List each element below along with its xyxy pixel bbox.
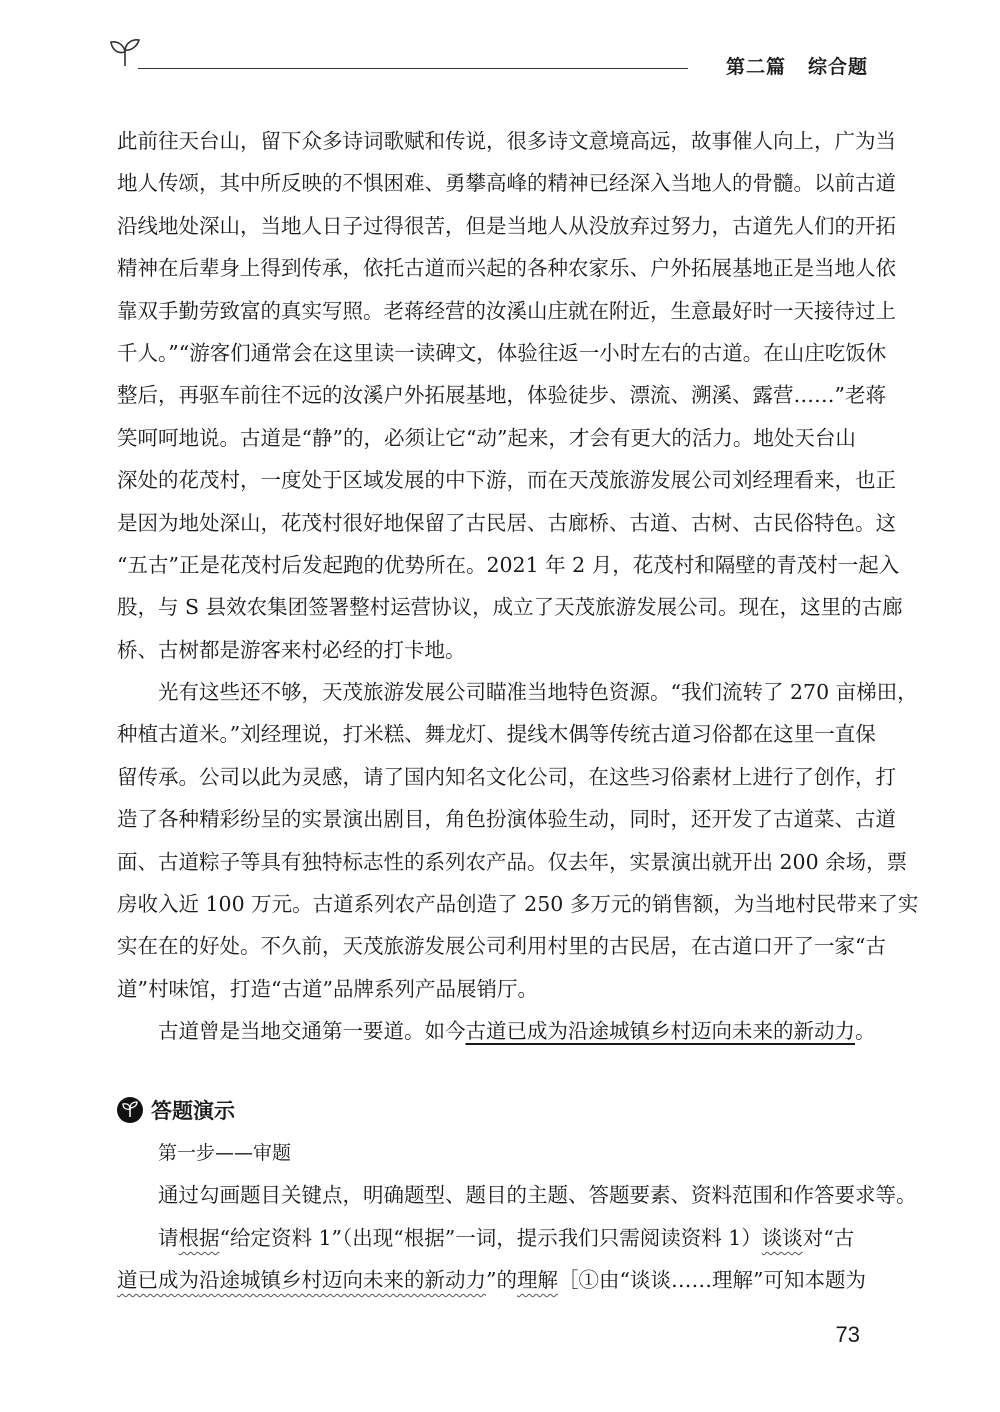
text-line: 留传承。公司以此为灵感，请了国内知名文化公司，在这些习俗素材上进行了创作，打 (117, 764, 896, 789)
header-rule (138, 68, 688, 69)
q-text: ”的 (486, 1268, 517, 1293)
header-section: 综合题 (807, 56, 868, 78)
q-note: ［①由“谈谈……理解”可知本题为 (557, 1268, 866, 1293)
key-phrase: 古道已成为沿途城镇乡村迈向未来的新动力 (465, 1019, 855, 1044)
text-line: 面、古道粽子等具有独特标志性的系列农产品。仅去年，实景演出就开出 200 余场，票 (117, 849, 908, 874)
text-line: 造了各种精彩纷呈的实景演出剧目，角色扮演体验生动，同时，还开发了古道菜、古道 (117, 807, 896, 832)
q-keyword: 道已成为 (117, 1268, 199, 1293)
text-line: 道”村味馆，打造“古道”品牌系列产品展销厅。 (117, 976, 538, 1001)
text-line: “五古”正是花茂村后发起跑的优势所在。2021 年 2 月，花茂村和隔壁的青茂村一起入 (117, 552, 900, 577)
q-note: （出现“根据”一词，提示我们只需阅读资料 1） (342, 1225, 762, 1250)
page-header (108, 30, 868, 80)
text-line: 股，与 S 县效农集团签署整村运营协议，成立了天茂旅游发展公司。现在，这里的古廊 (117, 595, 903, 620)
text-line: 深处的花茂村，一度处于区域发展的中下游，而在天茂旅游发展公司刘经理看来，也正 (117, 468, 896, 493)
paragraphs (117, 120, 919, 1010)
text-line: 千人。”“游客们通常会在这里读一读碑文，体验往返一小时左右的古道。在山庄吃饭休 (117, 340, 887, 365)
text-line: 是因为地处深山，花茂村很好地保留了古民居、古廊桥、古道、古树、古民俗特色。这 (117, 510, 896, 535)
text-line: 靠双手勤劳致富的真实写照。老蒋经营的汝溪山庄就在附近，生意最好时一天接待过上 (117, 298, 896, 323)
text-line: 种植古道米。”刘经理说，打米糕、舞龙灯、提线木偶等传统古道习俗都在这里一直保 (117, 722, 876, 747)
leaf-badge-icon (117, 1097, 143, 1123)
header-title (704, 52, 868, 79)
text-line: 此前往天台山，留下众多诗词歌赋和传说，很多诗文意境高远，故事催人向上，广为当 (117, 129, 896, 153)
question-line-2 (117, 1259, 866, 1301)
q-keyword: 谈谈 (761, 1225, 803, 1250)
text-line: 光有这些还不够，天茂旅游发展公司瞄准当地特色资源。“我们流转了 270 亩梯田， (158, 680, 918, 705)
text-line: 实在在的好处。不久前，天茂旅游发展公司利用村里的古民居，在古道口开了一家“古 (117, 934, 886, 959)
text-line: 房收入近 100 万元。古道系列农产品创造了 250 多万元的销售额，为当地村民带来了实 (117, 892, 919, 917)
text-line: 精神在后辈身上得到传承，依托古道而兴起的各种农家乐、户外拓展基地正是当地人依 (117, 256, 896, 281)
q-keyword: 理解 (516, 1268, 558, 1293)
answer-demo-heading (117, 1090, 235, 1130)
last-paragraph (117, 1010, 876, 1052)
text-line: 整后，再驱车前往不远的汝溪户外拓展基地，体验徒步、漂流、溯溪、露营……”老蒋 (117, 383, 886, 408)
step-title: 第一步——审题 (158, 1142, 292, 1164)
text-line: 笑呵呵地说。古道是“静”的，必须让它“动”起来，才会有更大的活力。地处天台山 (117, 425, 856, 450)
last-para-end: 。 (855, 1019, 876, 1044)
q-keyword: 沿途城镇乡村迈向未来的新动力 (199, 1268, 486, 1293)
text-line: 沿线地处深山，当地人日子过得很苦，但是当地人从没放弃过努力，古道先人们的开拓 (117, 213, 896, 238)
q-text: 对“古 (802, 1225, 855, 1250)
text-line: 地人传颂，其中所反映的不惧困难、勇攀高峰的精神已经深入当地人的骨髓。以前古道 (117, 171, 896, 196)
question-line-1 (117, 1217, 862, 1259)
q-text: “给定资料 1” (219, 1225, 343, 1250)
page-number: 73 (835, 1322, 860, 1347)
q-keyword: 根据 (178, 1225, 220, 1250)
text-line: 桥、古树都是游客来村必经的打卡地。 (117, 637, 466, 662)
sprout-icon (108, 38, 144, 68)
section-title: 答题演示 (151, 1099, 235, 1123)
answer-demo-body (117, 1132, 917, 1302)
last-para-text: 古道曾是当地交通第一要道。如今 (158, 1019, 466, 1044)
step-description: 通过勾画题目关键点，明确题型、题目的主题、答题要素、资料范围和作答要求等。 (158, 1183, 917, 1208)
article-body (117, 120, 919, 1053)
header-part: 第二篇 (725, 56, 786, 78)
q-text: 请 (158, 1225, 179, 1250)
